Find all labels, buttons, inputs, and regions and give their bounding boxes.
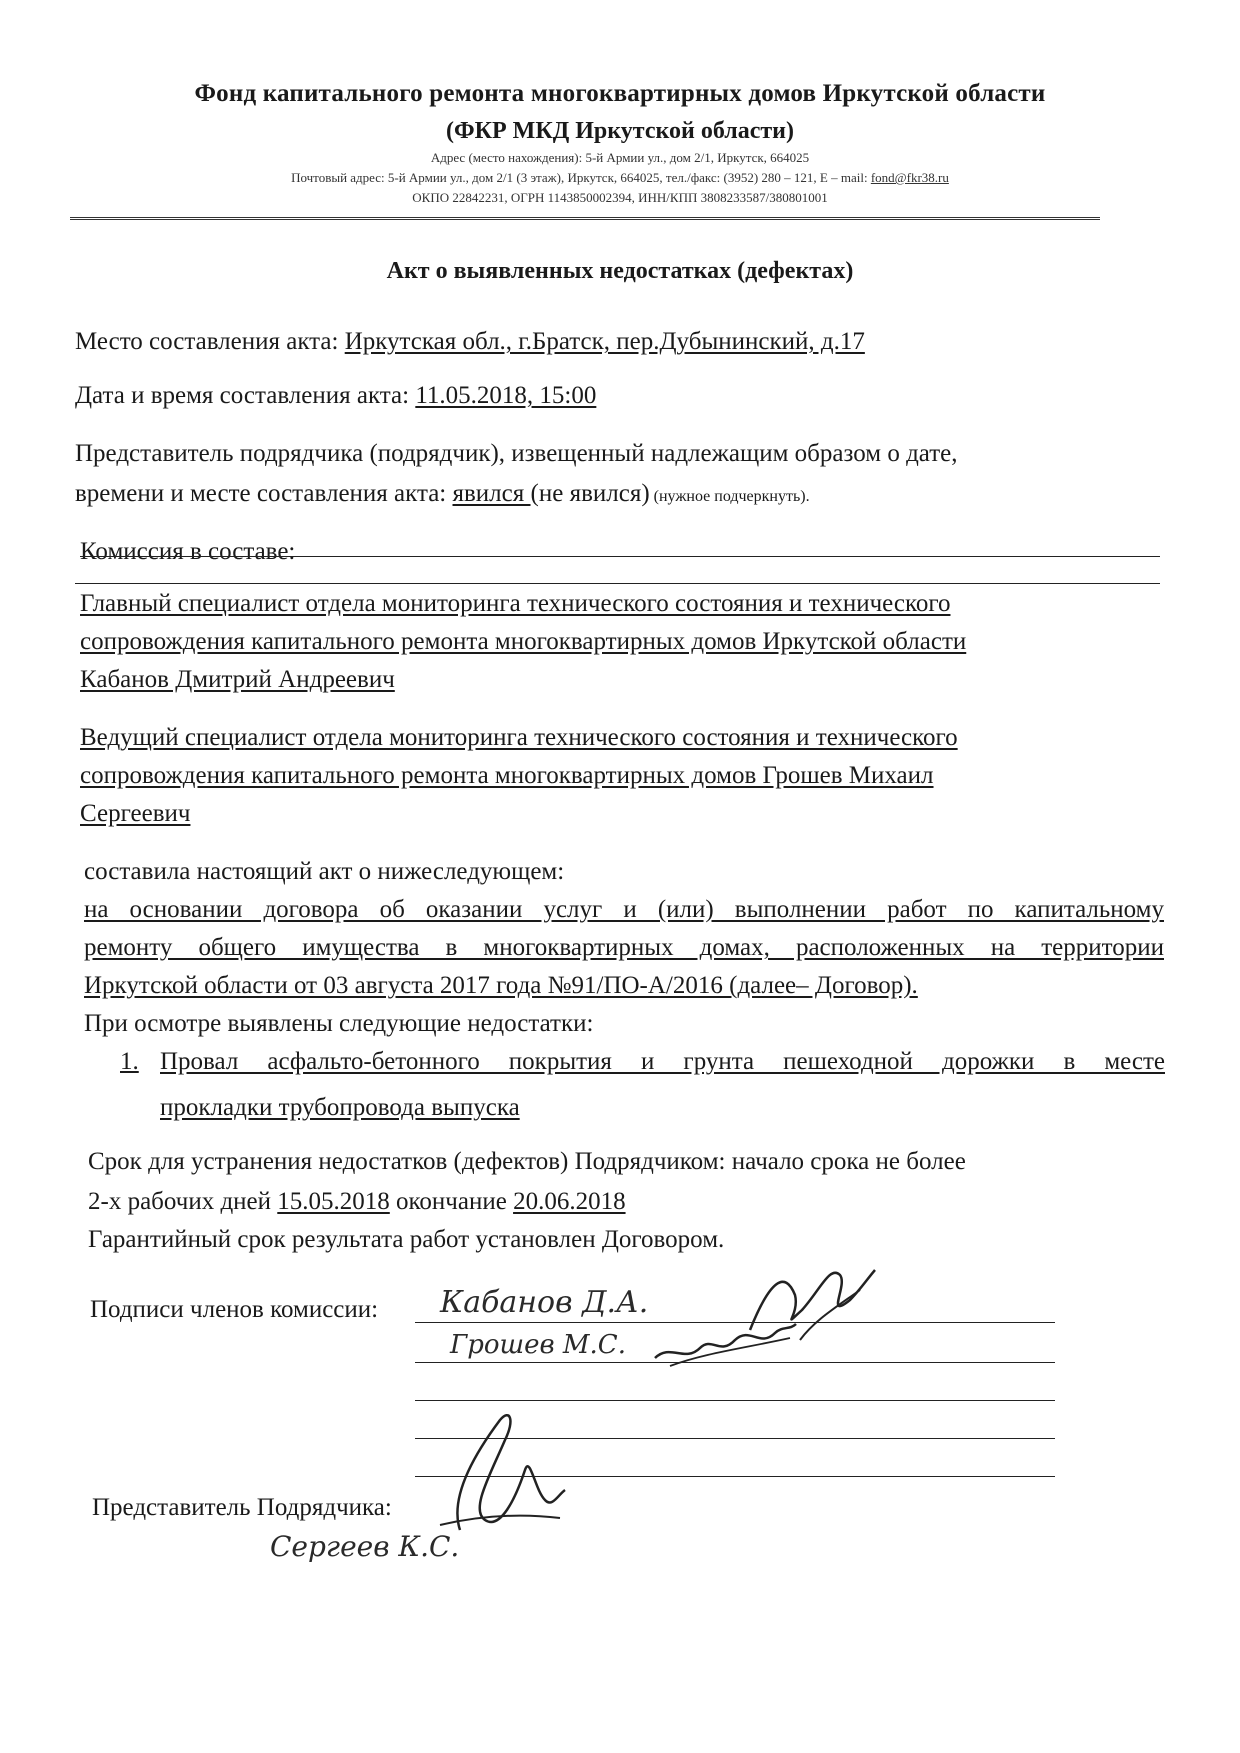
defect-number: 1. (120, 1048, 139, 1075)
deadline-prefix: 2-х рабочих дней (88, 1188, 278, 1215)
place-label: Место составления акта: (75, 328, 345, 355)
basis-line1: на основании договора об оказании услуг и (или) выполнении работ по капитальному (84, 896, 1164, 923)
org-postal-address (70, 170, 1170, 186)
appeared-option: явился (452, 480, 531, 507)
org-short-name: (ФКР МКД Иркутской области) (446, 118, 794, 144)
commission-label: Комиссия в составе: (80, 538, 296, 565)
contractor-signature-scribble (430, 1400, 570, 1550)
representative-note: (нужное подчеркнуть). (649, 488, 810, 505)
member1-line2: сопровождения капитального ремонта многоквартирных домов Иркутской области (80, 628, 967, 655)
place-value: Иркутская обл., г.Братск, пер.Дубынинский, д.17 (344, 328, 865, 355)
representative-line2 (75, 480, 810, 508)
member2-line1: Ведущий специалист отдела мониторинга технического состояния и технического (80, 724, 958, 751)
basis-line3: Иркутской области от 03 августа 2017 года №91/ПО-А/2016 (далее– Договор). (84, 972, 918, 999)
contractor-signature-label: Представитель Подрядчика: (92, 1494, 392, 1521)
org-email-link[interactable]: fond@fkr38.ru (870, 170, 949, 185)
org-address: Адрес (место нахождения): 5-й Армии ул., дом 2/1, Иркутск, 664025 (430, 150, 810, 165)
place-field (75, 328, 865, 356)
deadline-start-date: 15.05.2018 (277, 1188, 390, 1215)
postal-address-text: Почтовый адрес: 5-й Армии ул., дом 2/1 (3 этаж), Иркутск, 664025, тел./факс: (3952) 280 – 121, E – mail: (291, 170, 871, 185)
contractor-handwritten-name: Сергеев К.С. (270, 1530, 460, 1563)
datetime-value: 11.05.2018, 15:00 (415, 382, 597, 409)
member2-signature-scribble (650, 1318, 800, 1373)
deadline-line1: Срок для устранения недостатков (дефектов) Подрядчиком: начало срока не более (88, 1148, 966, 1175)
warranty-text: Гарантийный срок результата работ установлен Договором. (88, 1226, 725, 1253)
act-title: Акт о выявленных недостатках (дефектах) (386, 258, 854, 284)
defects-label: При осмотре выявлены следующие недостатки: (84, 1010, 594, 1037)
defect-text-line1: Провал асфальто-бетонного покрытия и грунта пешеходной дорожки в месте (160, 1048, 1165, 1075)
deadline-line2 (88, 1188, 626, 1216)
commission-label-line (80, 556, 1160, 557)
header-divider (70, 217, 1100, 220)
representative-line1: Представитель подрядчика (подрядчик), извещенный надлежащим образом о дате, (75, 440, 958, 467)
basis-line2: ремонту общего имущества в многоквартирных домах, расположенных на территории (84, 934, 1164, 961)
datetime-field (75, 382, 596, 410)
deadline-end-date: 20.06.2018 (513, 1188, 626, 1215)
deadline-mid: окончание (389, 1188, 514, 1215)
member2-name: Сергеевич (80, 800, 191, 827)
member2-line2: сопровождения капитального ремонта многоквартирных домов Грошев Михаил (80, 762, 934, 789)
member1-line1: Главный специалист отдела мониторинга технического состояния и технического (80, 590, 951, 617)
datetime-label: Дата и время составления акта: (75, 382, 416, 409)
representative-prefix: времени и месте составления акта: (75, 480, 453, 507)
members-signatures-label: Подписи членов комиссии: (90, 1296, 379, 1323)
member2-handwritten-name: Грошев М.С. (450, 1330, 626, 1360)
not-appeared-option: (не явился) (530, 480, 650, 507)
member1-name: Кабанов Дмитрий Андреевич (80, 666, 395, 693)
member1-handwritten-name: Кабанов Д.А. (440, 1285, 649, 1320)
org-registry: ОКПО 22842231, ОГРН 1143850002394, ИНН/КПП 3808233587/380801001 (412, 190, 828, 205)
org-name: Фонд капитального ремонта многоквартирных домов Иркутской области (194, 80, 1046, 107)
defect-text-line2: прокладки трубопровода выпуска (160, 1094, 520, 1121)
commission-blank-line (75, 583, 1160, 584)
body-intro: составила настоящий акт о нижеследующем: (84, 858, 565, 885)
